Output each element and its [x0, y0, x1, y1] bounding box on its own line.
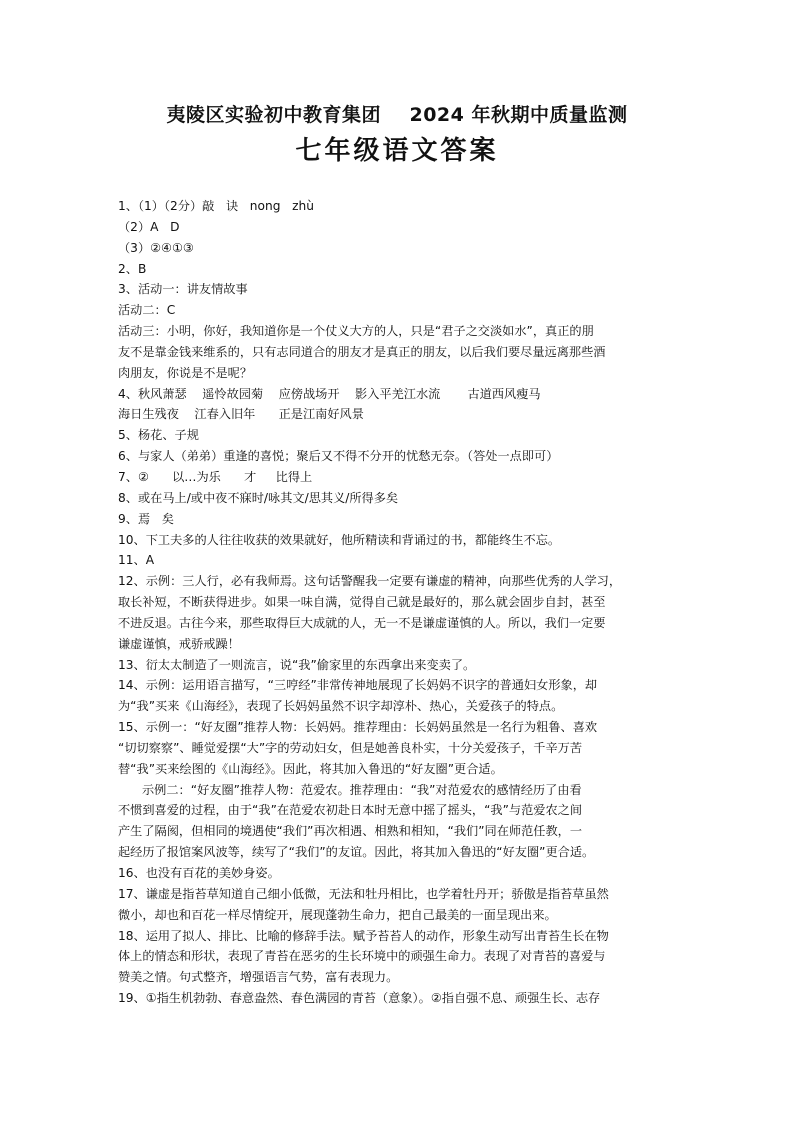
answer-line: 2、B [118, 261, 147, 276]
answer-line: “切切察察”、睡觉爱摆“大”字的劳动妇女，但是她善良朴实，十分关爱孩子，千辛万苦 [118, 740, 583, 755]
answer-line: 友不是靠金钱来维系的，只有志同道合的朋友才是真正的朋友，以后我们要尽量远离那些酒 [118, 344, 606, 359]
answer-line: 11、A [118, 553, 155, 568]
answer-line: 体上的情态和形状，表现了青苔在恶劣的生长环境中的顽强生命力。表现了对青苔的喜爱与 [118, 949, 606, 964]
answer-line: 1、（1）（2分）敲 诀 nong zhù [118, 199, 314, 213]
answer-line: 不惯到喜爱的过程，由于“我”在范爱农初赴日本时无意中摇了摇头，“我”与范爱农之间 [118, 803, 583, 818]
answer-line: 谦虚谨慎，戒骄戒躁！ [118, 636, 240, 651]
answer-line: 取长补短，不断获得进步。如果一味自满，觉得自己就是最好的，那么就会固步自封，甚至 [118, 595, 606, 610]
answer-sheet-title: 七年级语文答案 [295, 136, 499, 166]
answer-content [118, 196, 680, 1009]
answer-line: 15、示例一：“好友圈”推荐人物：长妈妈。推荐理由：长妈妈虽然是一名行为粗鲁、喜欢 [118, 720, 598, 735]
answer-line: 6、与家人（弟弟）重逢的喜悦；聚后又不得不分开的忧愁无奈。（答处一点即可） [118, 449, 559, 464]
answer-line: 3、活动一：讲友情故事 [118, 282, 248, 297]
answer-line: 14、示例：运用语言描写，“三哼经”非常传神地展现了长妈妈不识字的普通妇女形象，却 [118, 678, 598, 693]
answer-line: 肉朋友，你说是不是呢？ [118, 365, 253, 380]
answer-line: 海日生残夜 江春入旧年 正是江南好风景 [118, 407, 364, 422]
answer-line: 不进反退。古往今来，那些取得巨大成就的人，无一不是谦虚谨慎的人。所以，我们一定要 [118, 615, 606, 630]
answer-line: 4、秋风萧瑟 遥怜故园菊 应傍战场开 影入平羌江水流 古道西风瘦马 [118, 386, 541, 401]
answer-line: （3）②④①③ [118, 240, 194, 255]
answer-line: 19、①指生机勃勃、春意盎然、春色满园的青苔（意象）。②指自强不息、顽强生长、志存 [118, 991, 601, 1006]
answer-line: 微小，却也和百花一样尽情绽开，展现蓬勃生命力，把自己最美的一面呈现出来。 [118, 907, 557, 922]
answer-line: 活动二：C [118, 303, 176, 318]
answer-line: 10、下工夫多的人往往收获的效果就好，他所精读和背诵过的书，都能终生不忘。 [118, 532, 561, 547]
answer-line: 活动三：小明，你好，我知道你是一个仗义大方的人，只是“君子之交淡如水”，真正的朋 [118, 324, 594, 339]
answer-line: 17、谦虚是指苔草知道自己细小低微，无法和牡丹相比，也学着牡丹开；骄傲是指苔草虽然 [118, 886, 609, 901]
answer-line: 16、也没有百花的美妙身姿。 [118, 866, 280, 880]
answer-line: 8、或在马上/或中夜不寐时/咏其文/思其义/所得多矣 [118, 490, 399, 505]
answer-line: 起经历了报馆案风波等，续写了“我们”的友谊。因此，将其加入鲁迅的“好友圈”更合适。 [118, 845, 595, 860]
answer-line: 12、示例：三人行，必有我师焉。这句话警醒我一定要有谦虚的精神，向那些优秀的人学习， [118, 574, 622, 589]
answer-line: 为“我”买来《山海经》，表现了长妈妈虽然不识字却淳朴、热心，关爱孩子的特点。 [118, 699, 564, 714]
answer-line: 13、衍太太制造了一则流言，说“我”偷家里的东西拿出来变卖了。 [118, 657, 476, 672]
school-exam-title: 夷陵区实验初中教育集团 2024 年秋期中质量监测 [166, 104, 628, 126]
answer-line: （2）A D [118, 219, 180, 234]
answer-line: 5、杨花、子规 [118, 428, 199, 443]
answer-line: 9、焉 矣 [118, 511, 174, 526]
answer-line: 赞美之情。句式整齐，增强语言气势，富有表现力。 [118, 970, 399, 985]
answer-line: 7、② 以…为乐 才 比得上 [118, 469, 313, 484]
answer-line: 18、运用了拟人、排比、比喻的修辞手法。赋予苔苔人的动作，形象生动写出青苔生长在物 [118, 928, 609, 943]
answer-line: 产生了隔阂，但相同的境遇使“我们”再次相遇、相熟和相知，“我们”同在师范任教，一 [118, 824, 583, 839]
answer-line: 替“我”买来绘图的《山海经》。因此，将其加入鲁迅的“好友圈”更合适。 [118, 761, 503, 776]
answer-line: 示例二：“好友圈”推荐人物：范爱农。推荐理由：“我”对范爱农的感情经历了由看 [142, 782, 582, 797]
